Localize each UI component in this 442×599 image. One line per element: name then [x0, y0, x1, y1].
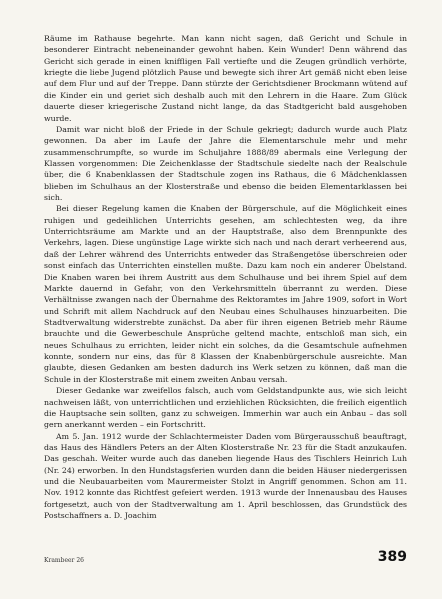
paragraph-1: Räume im Rathause begehrte. Man kann nicht sagen, daß Gericht und Schule in besonderer Eintracht nebeneinander gewohnt haben. Kein Wunder! Denn während das Gericht sich gerade in einen kniffligen Fall vertiefte und die Zeugen gründlich verhörte, kriegte die liebe Jugend plötzlich Pause und bewegte sich ihrer Art gemäß nicht eben leise auf dem Flur und auf der Treppe. Dann stürzte der Gerichtsdiener Brockmann wütend auf die Kinder ein und geriet sich deshalb auch mit den Lehrern in die Haare. Zum Glück dauerte dieser kriegerische Zustand nicht lange, da das Stadtgericht bald ausgehoben wurde. — [44, 34, 407, 123]
page-number: 389 — [377, 549, 407, 565]
paragraph-2: Damit war nicht bloß der Friede in der Schule gekriegt; dadurch wurde auch Platz gewonnen. Da aber im Laufe der Jahre die Elementarschule mehr und mehr zusammenschrumpfte, so wurde im Schuljahre 1888/89 abermals eine Verlegung der Klassen vorgenommen: Die Zeichenklasse der Stadtschule siedelte nach der Realschule über, die 6 Knabenklassen der Stadtschule zogen ins Rathaus, die 6 Mädchenklassen blieben im Schulhaus an der Klosterstraße und ebenso die beiden Elementarklassen bei sich. — [44, 124, 407, 203]
document-body — [44, 33, 407, 521]
paragraph-5: Am 5. Jan. 1912 wurde der Schlachtermeister Daden vom Bürgerausschuß beauftragt, das Haus des Händlers Peters an der Alten Klosterstraße Nr. 23 für die Stadt anzukaufen. Das geschah. Weiter wurde auch das daneben liegende Haus des Tischlers Heinrich Luh (Nr. 24) erworben. In den Hundstagsferien wurden dann die beiden Häuser niedergerissen und die Neubauarbeiten vom Maurermeister Stolzt in Angriff genommen. Schon am 11. Nov. 1912 konnte das Richtfest gefeiert werden. 1913 wurde der Innenausbau des Hauses fortgesetzt, auch von der Stadtverwaltung am 1. April beschlossen, das Grundstück des Postschaffners a. D. Joachim — [44, 431, 407, 521]
printer-signature: Krambeer 26 — [44, 557, 84, 564]
paragraph-4: Dieser Gedanke war zweifellos falsch, auch vom Geldstandpunkte aus, wie sich leicht nachweisen läßt, von unterrichtlichen und erziehlichen Rücksichten, die freilich eigentlich die Hauptsache sein sollten, ganz zu schweigen. Immerhin war auch ein Anbau – das soll gern anerkannt werden – ein Fortschritt. — [44, 386, 407, 430]
page-footer — [44, 549, 407, 569]
paragraph-3: Bei dieser Regelung kamen die Knaben der Bürgerschule, auf die Möglichkeit eines ruhigen und gedeihlichen Unterrichts gesehen, am schlechtesten weg, da ihre Unterrichtsräume am Markte und an der Hauptstraße, also dem Brennpunkte des Verkehrs, lagen. Diese ungünstige Lage wirkte sich nach und nach derart verheerend aus, daß der Lehrer während des Unterrichts entweder das Straßengetöse überschreien oder sonst einfach das Unterrichten einstellen mußte. Dazu kam noch ein anderer Übelstand. Die Knaben waren bei ihrem Austritt aus dem Schulhause und bei ihrem Spiel auf dem Markte dauernd in Gefahr, von den Verkehrsmitteln überrannt zu werden. Diese Verhältnisse zwangen nach der Übernahme des Rektoramtes im Jahre 1909, sofort in Wort und Schrift mit allem Nachdruck auf den Neubau eines Schulhauses hinzuarbeiten. Die Stadtverwaltung widerstrebte zunächst. Da aber für ihren eigenen Betrieb mehr Räume brauchte und die Gewerbeschule Ansprüche geltend machte, entschloß man sich, ein neues Schulhaus zu errichten, leider nicht ein solches, da die Gesamtschule aufnehmen konnte, sondern nur eins, das für 8 Klassen der Knabenbürgerschule ausreichte. Man glaubte, diesen Gedanken am besten dadurch ins Werk setzen zu können, daß man die Schule in der Klosterstraße mit einem zweiten Anbau versah. — [44, 204, 407, 384]
